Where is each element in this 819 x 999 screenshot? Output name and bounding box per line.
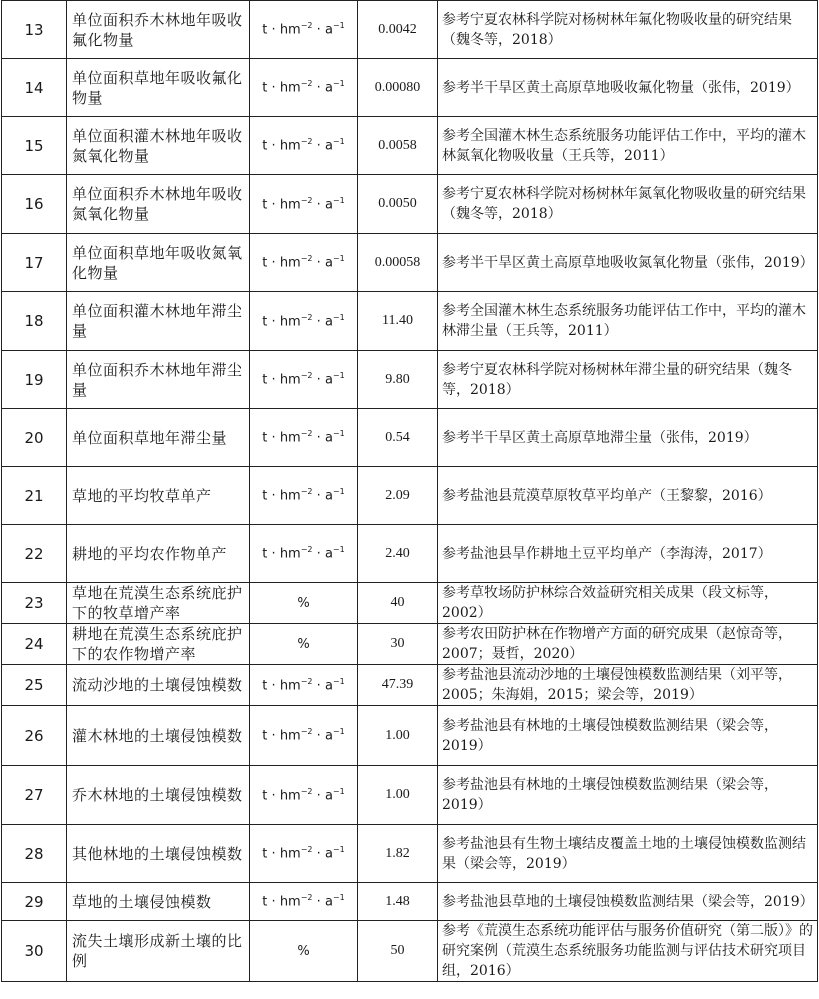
row-number: 16 [2,175,67,234]
unit-a: a [324,728,333,744]
reference-source: 参考草牧场防护林综合效益研究相关成果（段文标等，2002） [438,583,818,624]
indicator-value: 0.0058 [358,117,438,175]
unit-t: t [262,546,268,562]
reference-source: 参考半干旱区黄土高原草地吸收氟化物量（张伟，2019） [438,59,818,117]
unit-hm: hm [279,546,301,562]
unit-cell [250,583,358,624]
unit-a-exponent: −1 [332,676,345,686]
row-number: 15 [2,117,67,175]
table-row [2,883,818,921]
unit-t: t [262,197,268,213]
unit-dot: · [271,197,276,213]
reference-source: 参考农田防护林在作物增产方面的研究成果（赵惊奇等，2007；聂哲，2020） [438,624,818,665]
unit-a-exponent: −1 [332,727,345,737]
unit-a: a [324,894,333,910]
unit-t: t [262,255,268,271]
unit-dot: · [271,788,276,804]
unit-cell [250,59,358,117]
data-table [1,0,818,982]
reference-source: 参考全国灌木林生态系统服务功能评估工作中，平均的灌木林滞尘量（王兵等，2011） [438,292,818,351]
unit-dot: · [271,728,276,744]
unit-hm-exponent: −2 [300,893,313,903]
unit-hm-exponent: −2 [300,312,313,322]
unit-t: t [262,678,268,694]
unit-a-exponent: −1 [332,845,345,855]
unit-a: a [324,197,333,213]
unit-dot: · [271,846,276,862]
unit-hm: hm [279,894,301,910]
row-number: 25 [2,665,67,706]
table-row [2,117,818,175]
unit-hm-exponent: −2 [300,195,313,205]
unit-hm-exponent: −2 [300,845,313,855]
unit-hm-exponent: −2 [300,676,313,686]
unit-cell [250,883,358,921]
unit-hm-exponent: −2 [300,371,313,381]
unit-t: t [262,372,268,388]
unit-hm: hm [279,430,301,446]
unit-hm: hm [279,197,301,213]
unit-cell [250,409,358,467]
row-number: 29 [2,883,67,921]
unit-t: t [262,22,268,38]
unit-hm: hm [279,788,301,804]
indicator-name: 草地的土壤侵蚀模数 [67,883,250,921]
unit-dot: · [316,488,321,504]
unit-cell [250,175,358,234]
unit-t: t [262,430,268,446]
indicator-value: 0.54 [358,409,438,467]
row-number: 19 [2,351,67,409]
unit-cell [250,234,358,292]
unit-percent: % [297,636,310,652]
indicator-name: 灌木林地的土壤侵蚀模数 [67,706,250,766]
unit-hm-exponent: −2 [300,786,313,796]
unit-cell [250,766,358,825]
unit-dot: · [316,80,321,96]
reference-source: 参考盐池县旱作耕地土豆平均单产（李海涛，2017） [438,525,818,583]
row-number: 24 [2,624,67,665]
unit-a-exponent: −1 [332,487,345,497]
reference-source: 参考宁夏农林科学院对杨树林年滞尘量的研究结果（魏冬等，2018） [438,351,818,409]
table-row [2,175,818,234]
unit-dot: · [316,846,321,862]
row-number: 18 [2,292,67,351]
unit-t: t [262,846,268,862]
indicator-name: 单位面积乔木林地年吸收氮氧化物量 [67,175,250,234]
unit-a-exponent: −1 [332,21,345,31]
unit-percent: % [297,595,310,611]
reference-source: 参考盐池县有林地的土壤侵蚀模数监测结果（梁会等，2019） [438,766,818,825]
unit-cell [250,351,358,409]
unit-hm-exponent: −2 [300,21,313,31]
reference-source: 参考半干旱区黄土高原草地滞尘量（张伟，2019） [438,409,818,467]
indicator-name: 单位面积乔木林地年滞尘量 [67,351,250,409]
unit-a: a [324,138,333,154]
indicator-value: 0.0042 [358,1,438,59]
reference-source: 参考宁夏农林科学院对杨树林年氟化物吸收量的研究结果（魏冬等，2018） [438,1,818,59]
unit-a: a [324,546,333,562]
unit-dot: · [271,678,276,694]
unit-dot: · [271,80,276,96]
table-row [2,409,818,467]
unit-a: a [324,788,333,804]
indicator-name: 草地在荒漠生态系统庇护下的牧草增产率 [67,583,250,624]
unit-dot: · [316,678,321,694]
unit-a-exponent: −1 [332,79,345,89]
unit-t: t [262,894,268,910]
unit-hm: hm [279,255,301,271]
unit-a: a [324,314,333,330]
indicator-value: 2.09 [358,467,438,525]
table-row [2,59,818,117]
reference-source: 参考盐池县有林地的土壤侵蚀模数监测结果（梁会等，2019） [438,706,818,766]
table-row [2,624,818,665]
unit-t: t [262,488,268,504]
unit-dot: · [316,314,321,330]
reference-source: 参考盐池县荒漠草原牧草平均单产（王黎黎，2016） [438,467,818,525]
indicator-value: 9.80 [358,351,438,409]
unit-t: t [262,314,268,330]
unit-dot: · [271,314,276,330]
table-row [2,525,818,583]
unit-a-exponent: −1 [332,371,345,381]
unit-a-exponent: −1 [332,545,345,555]
unit-hm-exponent: −2 [300,137,313,147]
indicator-value: 1.48 [358,883,438,921]
table-row [2,825,818,883]
unit-a: a [324,80,333,96]
unit-dot: · [316,546,321,562]
row-number: 30 [2,921,67,982]
row-number: 28 [2,825,67,883]
unit-hm: hm [279,488,301,504]
unit-a: a [324,255,333,271]
unit-dot: · [271,894,276,910]
unit-dot: · [316,372,321,388]
unit-dot: · [271,488,276,504]
unit-dot: · [316,138,321,154]
unit-cell [250,825,358,883]
unit-a-exponent: −1 [332,137,345,147]
reference-source: 参考盐池县流动沙地的土壤侵蚀模数监测结果（刘平等，2005；朱海娟，2015；梁会等，2019） [438,665,818,706]
table-row [2,467,818,525]
unit-hm-exponent: −2 [300,487,313,497]
unit-a: a [324,22,333,38]
indicator-name: 乔木林地的土壤侵蚀模数 [67,766,250,825]
indicator-name: 耕地在荒漠生态系统庇护下的农作物增产率 [67,624,250,665]
unit-a: a [324,678,333,694]
unit-hm: hm [279,314,301,330]
unit-dot: · [271,430,276,446]
table-row [2,351,818,409]
unit-a: a [324,488,333,504]
row-number: 21 [2,467,67,525]
unit-dot: · [316,22,321,38]
indicator-value: 1.00 [358,706,438,766]
indicator-name: 流动沙地的土壤侵蚀模数 [67,665,250,706]
unit-dot: · [271,546,276,562]
unit-dot: · [271,138,276,154]
unit-hm: hm [279,728,301,744]
unit-cell [250,525,358,583]
indicator-value: 0.00058 [358,234,438,292]
unit-cell [250,292,358,351]
indicator-name: 单位面积灌木林地年吸收氮氧化物量 [67,117,250,175]
indicator-value: 2.40 [358,525,438,583]
reference-source: 参考《荒漠生态系统功能评估与服务价值研究（第二版）》的研究案例（荒漠生态系统服务功能监测与评估技术研究项目组，2016） [438,921,818,982]
unit-dot: · [316,728,321,744]
unit-a-exponent: −1 [332,893,345,903]
unit-hm: hm [279,22,301,38]
table-row [2,292,818,351]
unit-a: a [324,430,333,446]
row-number: 13 [2,1,67,59]
unit-a-exponent: −1 [332,429,345,439]
unit-a-exponent: −1 [332,312,345,322]
table-row [2,583,818,624]
reference-source: 参考宁夏农林科学院对杨树林年氮氧化物吸收量的研究结果（魏冬等，2018） [438,175,818,234]
row-number: 23 [2,583,67,624]
unit-a-exponent: −1 [332,254,345,264]
unit-dot: · [271,372,276,388]
indicator-name: 单位面积草地年吸收氟化物量 [67,59,250,117]
unit-hm-exponent: −2 [300,545,313,555]
indicator-value: 0.0050 [358,175,438,234]
unit-cell [250,624,358,665]
unit-dot: · [316,788,321,804]
unit-hm: hm [279,138,301,154]
unit-cell [250,1,358,59]
indicator-value: 1.00 [358,766,438,825]
indicator-name: 单位面积灌木林地年滞尘量 [67,292,250,351]
indicator-name: 草地的平均牧草单产 [67,467,250,525]
row-number: 17 [2,234,67,292]
indicator-value: 47.39 [358,665,438,706]
table-row [2,706,818,766]
unit-hm-exponent: −2 [300,254,313,264]
unit-t: t [262,80,268,96]
unit-hm: hm [279,80,301,96]
indicator-name: 其他林地的土壤侵蚀模数 [67,825,250,883]
table-row [2,665,818,706]
row-number: 27 [2,766,67,825]
indicator-value: 30 [358,624,438,665]
unit-dot: · [316,197,321,213]
indicator-name: 耕地的平均农作物单产 [67,525,250,583]
reference-source: 参考盐池县草地的土壤侵蚀模数监测结果（梁会等，2019） [438,883,818,921]
unit-hm: hm [279,372,301,388]
unit-a-exponent: −1 [332,786,345,796]
unit-dot: · [316,430,321,446]
table-row [2,921,818,982]
unit-hm: hm [279,846,301,862]
unit-cell [250,706,358,766]
row-number: 20 [2,409,67,467]
unit-a-exponent: −1 [332,195,345,205]
unit-t: t [262,138,268,154]
indicator-value: 0.00080 [358,59,438,117]
unit-dot: · [271,22,276,38]
reference-source: 参考盐池县有生物土壤结皮覆盖土地的土壤侵蚀模数监测结果（梁会等，2019） [438,825,818,883]
unit-percent: % [297,943,310,959]
indicator-value: 40 [358,583,438,624]
unit-hm-exponent: −2 [300,79,313,89]
unit-cell [250,117,358,175]
unit-cell [250,665,358,706]
indicator-value: 1.82 [358,825,438,883]
unit-hm: hm [279,678,301,694]
unit-cell [250,467,358,525]
indicator-value: 11.40 [358,292,438,351]
row-number: 26 [2,706,67,766]
indicator-name: 单位面积草地年吸收氮氧化物量 [67,234,250,292]
reference-source: 参考全国灌木林生态系统服务功能评估工作中，平均的灌木林氮氧化物吸收量（王兵等，2011） [438,117,818,175]
unit-dot: · [271,255,276,271]
row-number: 22 [2,525,67,583]
unit-t: t [262,728,268,744]
unit-a: a [324,372,333,388]
indicator-name: 流失土壤形成新土壤的比例 [67,921,250,982]
reference-source: 参考半干旱区黄土高原草地吸收氮氧化物量（张伟，2019） [438,234,818,292]
unit-dot: · [316,255,321,271]
row-number: 14 [2,59,67,117]
table-row [2,234,818,292]
unit-a: a [324,846,333,862]
unit-cell [250,921,358,982]
indicator-value: 50 [358,921,438,982]
table-row [2,1,818,59]
indicator-name: 单位面积乔木林地年吸收氟化物量 [67,1,250,59]
unit-dot: · [316,894,321,910]
indicator-name: 单位面积草地年滞尘量 [67,409,250,467]
unit-t: t [262,788,268,804]
unit-hm-exponent: −2 [300,429,313,439]
table-row [2,766,818,825]
unit-hm-exponent: −2 [300,727,313,737]
